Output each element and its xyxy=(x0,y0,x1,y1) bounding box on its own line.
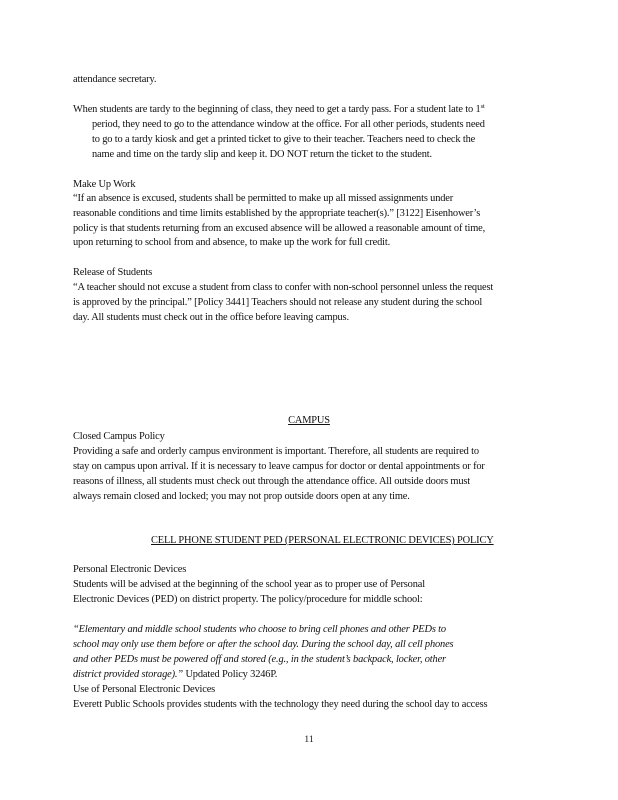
ped-line-1: Students will be advised at the beginning of the school year as to proper use of Personal xyxy=(73,579,425,590)
paragraph-continuation: attendance secretary. xyxy=(73,74,157,85)
release-line-1: “A teacher should not excuse a student from class to confer with non-school personnel unless the request xyxy=(73,282,494,293)
ped-heading: Personal Electronic Devices xyxy=(73,564,187,575)
ped-line-2: Electronic Devices (PED) on district property. The policy/procedure for middle school: xyxy=(73,594,423,605)
policy-reference: Updated Policy 3246P. xyxy=(183,669,278,680)
campus-line-1: Providing a safe and orderly campus environment is important. Therefore, all students are required to xyxy=(73,446,479,457)
campus-line-2: stay on campus upon arrival. If it is necessary to leave campus for doctor or dental appointments or for xyxy=(73,461,485,472)
makeup-line-1: “If an absence is excused, students shall be permitted to make up all missed assignments under xyxy=(73,193,454,204)
release-line-2: is approved by the principal.” [Policy 3441] Teachers should not release any student during the school xyxy=(73,297,483,308)
makeup-heading: Make Up Work xyxy=(73,179,136,190)
makeup-line-3: policy is that students returning from an excused absence will be allowed a reasonable amount of time, xyxy=(73,223,486,234)
campus-heading: Closed Campus Policy xyxy=(73,431,165,442)
tardy-line-2: period, they need to go to the attendance window at the office. For all other periods, students need xyxy=(92,119,485,130)
campus-title: CAMPUS xyxy=(288,415,330,426)
ped-use-heading: Use of Personal Electronic Devices xyxy=(73,684,216,695)
policy-quote-line-4 xyxy=(73,668,277,681)
cellphone-title: CELL PHONE STUDENT PED (PERSONAL ELECTRONIC DEVICES) POLICY xyxy=(151,535,494,546)
release-heading: Release of Students xyxy=(73,267,153,278)
policy-quote-end: district provided storage).” xyxy=(73,669,183,680)
ped-line-3: Everett Public Schools provides students with the technology they need during the school day to access xyxy=(73,699,488,710)
policy-quote-line-2: school may only use them before or after the school day. During the school day, all cell phones xyxy=(73,639,454,650)
tardy-line-1-text: When students are tardy to the beginning of class, they need to get a tardy pass. For a student late to 1 xyxy=(73,104,481,115)
page-number: 11 xyxy=(304,735,314,745)
release-line-3: day. All students must check out in the office before leaving campus. xyxy=(73,312,349,323)
tardy-line-3: to go to a tardy kiosk and get a printed ticket to give to their teacher. Teachers need to check the xyxy=(92,134,476,145)
tardy-line-4: name and time on the tardy slip and keep it. DO NOT return the ticket to the student. xyxy=(92,149,432,160)
tardy-line-1 xyxy=(73,103,485,116)
policy-quote-line-3: and other PEDs must be powered off and stored (e.g., in the student’s backpack, locker, other xyxy=(73,654,446,665)
policy-quote-line-1: “Elementary and middle school students who choose to bring cell phones and other PEDs to xyxy=(73,624,446,635)
campus-line-4: always remain closed and locked; you may not prop outside doors open at any time. xyxy=(73,491,410,502)
tardy-superscript: st xyxy=(480,103,485,110)
campus-line-3: reasons of illness, all students must check out through the attendance office. All outside doors must xyxy=(73,476,471,487)
makeup-line-2: reasonable conditions and time limits established by the appropriate teacher(s).” [3122] Eisenhower’s xyxy=(73,208,481,219)
makeup-line-4: upon returning to school from and absence, to make up the work for full credit. xyxy=(73,237,391,248)
